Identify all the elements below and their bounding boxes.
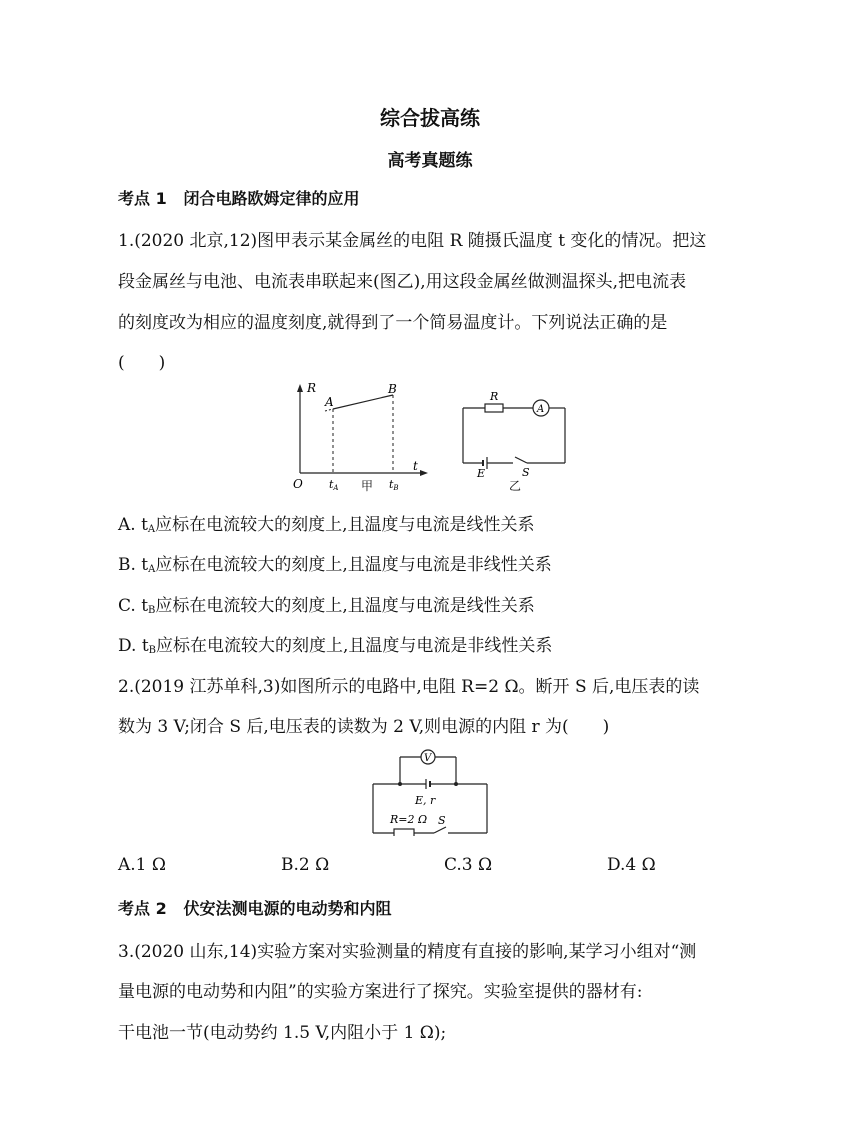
yi-caption: 乙 (509, 479, 522, 493)
section-1-label: 考点 1 (118, 189, 167, 208)
yi-battery-label: E (477, 467, 486, 478)
q2-resistor-label: R=2 Ω (390, 813, 428, 826)
section-2-heading (118, 896, 391, 919)
yi-ammeter-label: A (537, 404, 545, 415)
q2-source-label: E, r (415, 794, 436, 807)
jia-y-label: R (307, 381, 317, 395)
yi-switch (515, 457, 527, 463)
q2-option-a: A.1 Ω (118, 855, 166, 875)
q2-line-1: 2.(2019 江苏单科,3)如图所示的电路中,电阻 R=2 Ω。断开 S 后,电压表的读 (118, 677, 700, 697)
q2-line-2: 数为 3 V;闭合 S 后,电压表的读数为 2 V,则电源的内阻 r 为( ) (118, 717, 610, 737)
q3-line-2: 量电源的电动势和内阻”的实验方案进行了探究。实验室提供的器材有: (118, 982, 643, 1002)
yi-resistor-label: R (490, 390, 499, 403)
section-1-heading (118, 186, 359, 209)
q2-option-d: D.4 Ω (607, 855, 656, 875)
figure-yi (455, 388, 580, 478)
q1-option-b: B. $t_A$应标在电流较大的刻度上,且温度与电流是非线性关系 (118, 555, 552, 575)
q1-line-3: 的刻度改为相应的温度刻度,就得到了一个简易温度计。下列说法正确的是 (118, 313, 668, 333)
q2-option-c: C.3 Ω (444, 855, 493, 875)
q3-line-1: 3.(2020 山东,14)实验方案对实验测量的精度有直接的影响,某学习小组对“测 (118, 942, 697, 962)
jia-tick-b: tB (389, 478, 399, 492)
page-subtitle: 高考真题练 (387, 151, 473, 171)
figure-jia (285, 378, 435, 496)
q1-option-d: D. $t_B$应标在电流较大的刻度上,且温度与电流是非线性关系 (118, 636, 553, 656)
jia-tick-a: tA (329, 478, 339, 492)
q1-line-1: 1.(2020 北京,12)图甲表示某金属丝的电阻 R 随摄氏温度 t 变化的情况。把这 (118, 231, 707, 251)
rt-line (333, 395, 393, 409)
q2-voltmeter-label: V (424, 753, 432, 764)
jia-point-a: A (325, 395, 334, 409)
q2-switch (434, 827, 446, 833)
jia-caption: 甲 (361, 479, 374, 493)
q3-line-3: 干电池一节(电动势约 1.5 V,内阻小于 1 Ω); (118, 1023, 447, 1043)
q1-option-a: A. $t_A$应标在电流较大的刻度上,且温度与电流是线性关系 (118, 515, 535, 535)
page-title: 综合拔高练 (380, 106, 480, 130)
q1-line-4: ( ) (118, 353, 166, 373)
section-2-name: 伏安法测电源的电动势和内阻 (183, 899, 392, 918)
jia-x-label: t (413, 459, 418, 473)
yi-switch-label: S (522, 466, 530, 478)
jia-origin: O (293, 477, 303, 491)
section-2-label: 考点 2 (118, 899, 167, 918)
section-1-name: 闭合电路欧姆定律的应用 (183, 189, 360, 208)
yi-resistor (485, 404, 503, 412)
figure-q2 (368, 744, 493, 836)
q2-resistor (394, 829, 414, 836)
q2-option-b: B.2 Ω (281, 855, 330, 875)
q1-option-c: C. $t_B$应标在电流较大的刻度上,且温度与电流是线性关系 (118, 596, 535, 616)
q1-line-2: 段金属丝与电池、电流表串联起来(图乙),用这段金属丝做测温探头,把电流表 (118, 272, 687, 292)
q2-switch-label: S (438, 814, 446, 827)
jia-point-b: B (388, 382, 397, 396)
